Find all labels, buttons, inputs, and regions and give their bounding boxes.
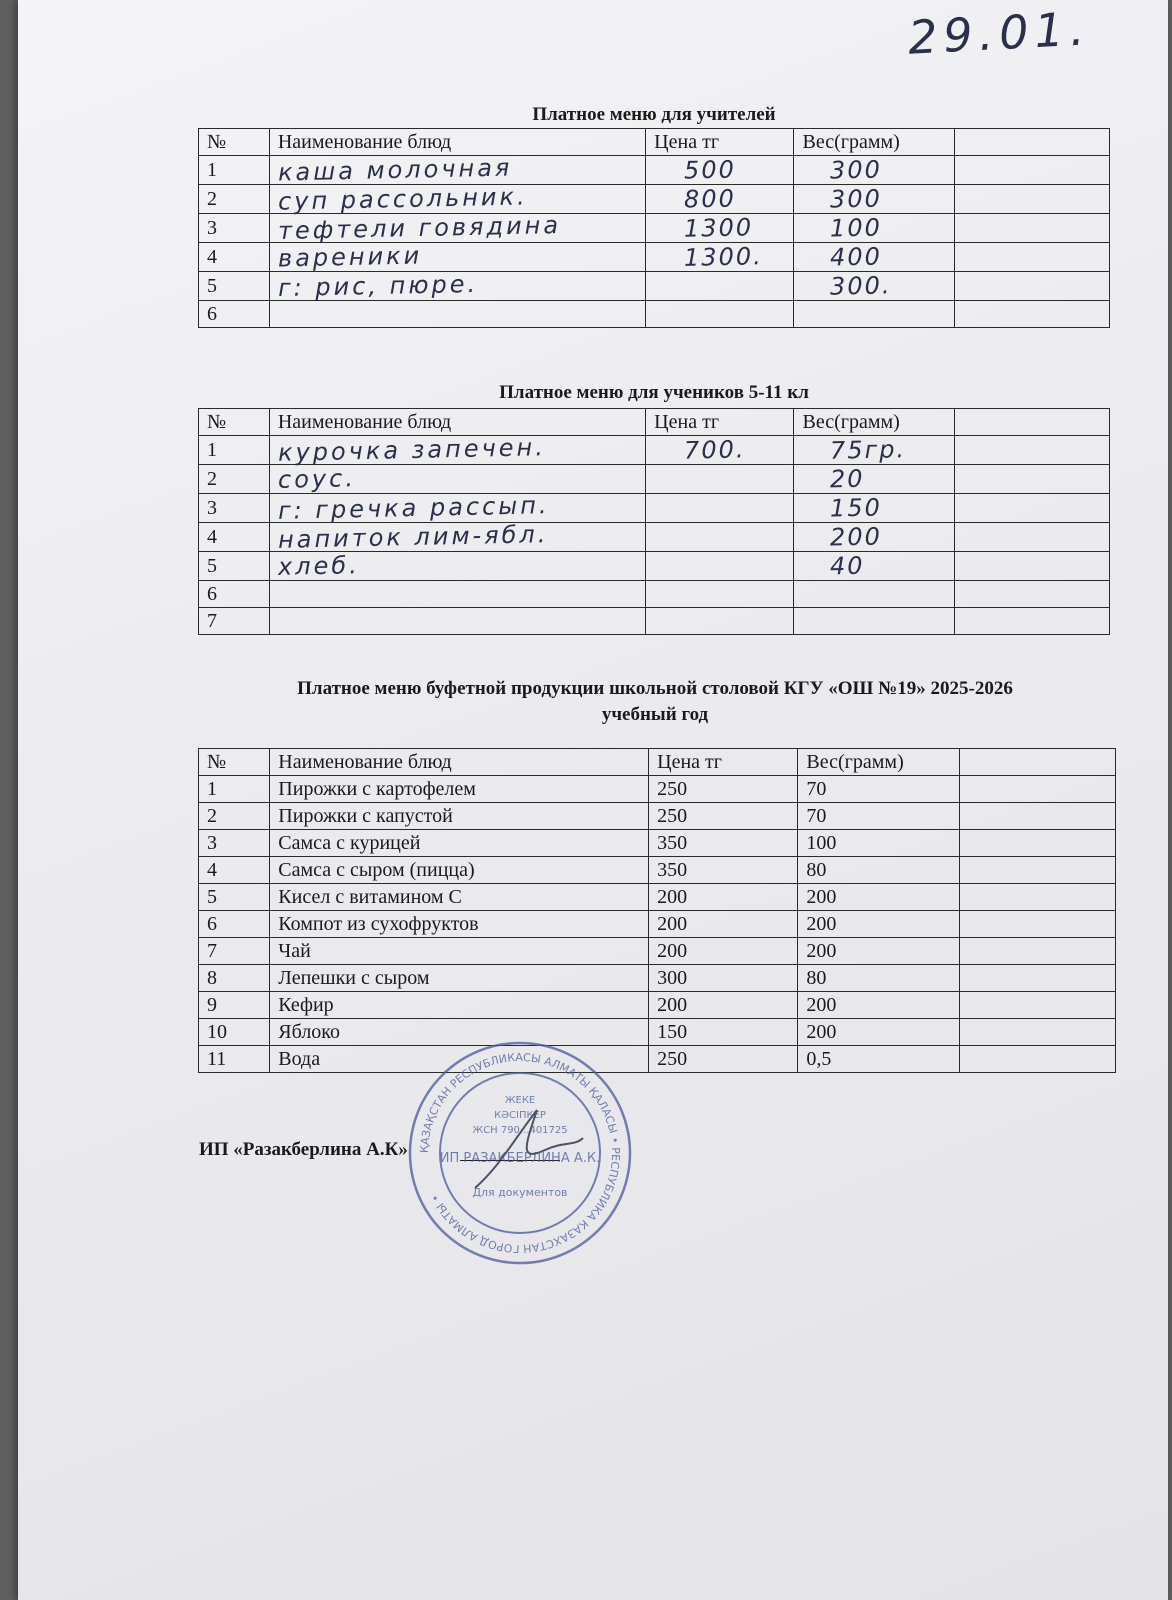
buffet-menu-cell-num: 8 — [199, 965, 270, 992]
students-menu-cell-weight — [794, 523, 955, 552]
handwritten-name: суп рассольник. — [277, 182, 528, 216]
teachers-menu-cell-num: 2 — [199, 185, 270, 214]
buffet-menu-row — [199, 992, 1116, 1019]
students-menu-cell-price — [646, 436, 794, 465]
buffet-menu-row — [199, 938, 1116, 965]
stamp-line1: ЖЕКЕ — [504, 1095, 536, 1106]
students-menu-row — [199, 581, 1110, 608]
teachers-menu-cell-num: 5 — [199, 272, 270, 301]
buffet-menu-cell-num: 1 — [199, 776, 270, 803]
buffet-menu-cell-name: Компот из сухофруктов — [270, 911, 649, 938]
students-menu-cell-num: 7 — [199, 608, 270, 635]
buffet-menu-cell-weight: 100 — [798, 830, 960, 857]
students-menu-cell-name — [269, 552, 645, 581]
teachers-menu-cell-name — [269, 211, 645, 245]
handwritten-name: соус. — [277, 464, 357, 494]
teachers-menu-cell-price — [646, 243, 794, 272]
buffet-menu-cell-extra — [959, 1019, 1115, 1046]
teachers-menu-cell-name — [269, 243, 645, 272]
buffet-menu-header-cell: Цена тг — [649, 749, 798, 776]
students-menu-cell-num: 3 — [199, 494, 270, 523]
teachers-menu-cell-weight — [794, 185, 955, 214]
buffet-menu-cell-num: 5 — [199, 884, 270, 911]
teachers-menu-header-cell: Вес(грамм) — [794, 129, 955, 156]
students-menu-cell-num: 2 — [199, 465, 270, 494]
students-menu-cell-name — [269, 608, 645, 635]
buffet-menu-cell-price: 250 — [649, 1046, 798, 1073]
buffet-menu-row — [199, 1019, 1116, 1046]
students-menu-cell-weight — [794, 581, 955, 608]
buffet-menu-cell-name: Вода — [270, 1046, 649, 1073]
handwritten-name: вареники — [277, 241, 423, 273]
students-menu-header-cell — [954, 409, 1109, 436]
students-menu-title: Платное меню для учеников 5-11 кл — [499, 382, 809, 403]
teachers-menu-cell-num: 6 — [199, 301, 270, 328]
students-menu-cell-weight — [794, 494, 955, 523]
handwritten-weight: 150 — [830, 493, 883, 523]
handwritten-name: хлеб. — [277, 551, 360, 581]
buffet-menu-cell-weight: 80 — [798, 857, 960, 884]
buffet-menu-header-cell — [959, 749, 1115, 776]
teachers-menu-row — [199, 185, 1110, 214]
buffet-menu-row — [199, 965, 1116, 992]
handwritten-weight: 100 — [830, 213, 883, 243]
handwritten-price: 1300 — [683, 213, 754, 243]
entrepreneur-signature-label: ИП «Разакберлина А.К» — [199, 1139, 408, 1160]
students-menu-cell-name — [269, 433, 645, 467]
buffet-menu-cell-extra — [959, 1046, 1115, 1073]
students-menu-row — [199, 494, 1110, 523]
buffet-menu-cell-price: 300 — [649, 965, 798, 992]
buffet-menu-header-cell: Наименование блюд — [270, 749, 649, 776]
students-menu-header-cell: Наименование блюд — [269, 409, 645, 436]
buffet-menu-cell-weight: 200 — [798, 1019, 960, 1046]
buffet-menu-cell-weight: 80 — [798, 965, 960, 992]
teachers-menu-header-cell: Цена тг — [646, 129, 794, 156]
handwritten-signature — [475, 1110, 583, 1188]
teachers-menu-cell-weight — [794, 272, 955, 301]
buffet-menu-cell-num: 11 — [199, 1046, 270, 1073]
buffet-menu-cell-price: 200 — [649, 938, 798, 965]
buffet-menu-table — [198, 748, 1116, 1073]
buffet-menu-cell-weight: 0,5 — [798, 1046, 960, 1073]
teachers-menu-cell-num: 3 — [199, 214, 270, 243]
handwritten-weight: 400 — [830, 242, 883, 272]
handwritten-weight: 300 — [830, 155, 883, 185]
buffet-menu-cell-weight: 200 — [798, 992, 960, 1019]
students-menu-cell-name — [269, 581, 645, 608]
teachers-menu-row — [199, 214, 1110, 243]
teachers-menu-cell-extra — [954, 214, 1109, 243]
buffet-menu-cell-name: Яблоко — [270, 1019, 649, 1046]
students-menu-row — [199, 465, 1110, 494]
buffet-menu-row — [199, 776, 1116, 803]
buffet-menu-cell-num: 10 — [199, 1019, 270, 1046]
teachers-menu-body — [199, 129, 1110, 328]
students-menu-cell-weight — [794, 436, 955, 465]
students-menu-cell-price — [646, 552, 794, 581]
buffet-menu-cell-weight: 200 — [798, 911, 960, 938]
buffet-menu-cell-name: Чай — [270, 938, 649, 965]
buffet-menu-cell-weight: 70 — [798, 776, 960, 803]
buffet-menu-cell-name: Кефир — [270, 992, 649, 1019]
teachers-menu-cell-price — [646, 214, 794, 243]
buffet-menu-cell-extra — [959, 776, 1115, 803]
buffet-menu-cell-extra — [959, 992, 1115, 1019]
teachers-menu-table — [198, 128, 1110, 328]
handwritten-weight: 200 — [830, 522, 883, 552]
students-menu-cell-price — [646, 523, 794, 552]
handwritten-date: 29.01. — [906, 1, 1092, 65]
handwritten-name: напиток лим-ябл. — [277, 520, 549, 554]
buffet-menu-cell-name: Самса с курицей — [270, 830, 649, 857]
buffet-menu-cell-extra — [959, 857, 1115, 884]
students-menu-row — [199, 436, 1110, 465]
buffet-menu-row — [199, 884, 1116, 911]
students-menu-cell-extra — [954, 523, 1109, 552]
buffet-menu-cell-num: 7 — [199, 938, 270, 965]
teachers-menu-cell-extra — [954, 272, 1109, 301]
buffet-menu-cell-price: 150 — [649, 1019, 798, 1046]
teachers-menu-row — [199, 272, 1110, 301]
students-menu-header-cell: Цена тг — [646, 409, 794, 436]
buffet-menu-header-cell: Вес(грамм) — [798, 749, 960, 776]
teachers-menu-cell-weight — [794, 301, 955, 328]
students-menu-cell-extra — [954, 436, 1109, 465]
students-menu-header-cell: Вес(грамм) — [794, 409, 955, 436]
teachers-menu-title: Платное меню для учителей — [532, 104, 776, 125]
handwritten-price: 700. — [683, 435, 746, 465]
buffet-menu-row — [199, 857, 1116, 884]
buffet-menu-cell-num: 6 — [199, 911, 270, 938]
teachers-menu-row — [199, 301, 1110, 328]
students-menu-row — [199, 552, 1110, 581]
teachers-menu-cell-num: 1 — [199, 156, 270, 185]
teachers-menu-cell-extra — [954, 243, 1109, 272]
buffet-menu-row — [199, 911, 1116, 938]
buffet-menu-cell-price: 350 — [649, 830, 798, 857]
teachers-menu-cell-price — [646, 156, 794, 185]
students-menu-cell-extra — [954, 494, 1109, 523]
teachers-menu-header-cell: Наименование блюд — [269, 129, 645, 156]
students-menu-cell-weight — [794, 465, 955, 494]
teachers-menu-cell-price — [646, 272, 794, 301]
buffet-menu-header-cell: № — [199, 749, 270, 776]
buffet-menu-cell-weight: 70 — [798, 803, 960, 830]
teachers-menu-cell-name — [269, 153, 645, 187]
students-menu-cell-price — [646, 465, 794, 494]
buffet-menu-cell-name: Пирожки с капустой — [270, 803, 649, 830]
handwritten-price: 500 — [683, 155, 737, 185]
students-menu-header-row — [199, 409, 1110, 436]
teachers-menu-cell-extra — [954, 185, 1109, 214]
buffet-menu-cell-extra — [959, 830, 1115, 857]
students-menu-cell-weight — [794, 552, 955, 581]
students-menu-cell-price — [646, 581, 794, 608]
teachers-menu-header-row — [199, 129, 1110, 156]
teachers-menu-cell-name — [269, 182, 645, 216]
students-menu-header-cell: № — [199, 409, 270, 436]
handwritten-weight: 300 — [830, 184, 883, 214]
buffet-menu-cell-price: 250 — [649, 803, 798, 830]
buffet-menu-title-line1: Платное меню буфетной продукции школьной столовой КГУ «ОШ №19» 2025-2026 — [297, 678, 1013, 699]
students-menu-cell-price — [646, 494, 794, 523]
students-menu-cell-num: 6 — [199, 581, 270, 608]
buffet-menu-cell-num: 3 — [199, 830, 270, 857]
students-menu-cell-num: 1 — [199, 436, 270, 465]
buffet-menu-title — [160, 676, 1150, 728]
teachers-menu-header-cell: № — [199, 129, 270, 156]
handwritten-name: г: гречка рассып. — [277, 491, 550, 525]
buffet-menu-cell-extra — [959, 911, 1115, 938]
handwritten-name: каша молочная — [277, 153, 513, 187]
students-menu-cell-extra — [954, 581, 1109, 608]
students-menu-cell-num: 4 — [199, 523, 270, 552]
teachers-menu-cell-name — [269, 301, 645, 328]
teachers-menu-row — [199, 243, 1110, 272]
stamp-line2: КӘСІПКЕР — [494, 1110, 546, 1121]
buffet-menu-cell-extra — [959, 938, 1115, 965]
students-menu-cell-name — [269, 491, 645, 525]
teachers-menu-cell-weight — [794, 243, 955, 272]
students-menu-cell-price — [646, 608, 794, 635]
handwritten-weight: 75гр. — [830, 435, 907, 465]
handwritten-name: г: рис, пюре. — [277, 269, 479, 303]
students-menu-cell-num: 5 — [199, 552, 270, 581]
buffet-menu-row — [199, 830, 1116, 857]
teachers-menu-cell-extra — [954, 156, 1109, 185]
stamp-ring-text: ҚАЗАҚСТАН РЕСПУБЛИКАСЫ АЛМАТЫ ҚАЛАСЫ • РЕСПУБЛИКА КАЗАХСТАН ГОРОД АЛМАТЫ • — [417, 1050, 623, 1256]
handwritten-price: 1300. — [683, 242, 764, 272]
buffet-menu-cell-name: Кисел с витамином С — [270, 884, 649, 911]
buffet-menu-header-row — [199, 749, 1116, 776]
handwritten-name: тефтели говядина — [277, 211, 562, 245]
buffet-menu-row — [199, 803, 1116, 830]
official-stamp — [405, 1038, 635, 1268]
buffet-menu-cell-price: 250 — [649, 776, 798, 803]
buffet-menu-title-line2: учебный год — [601, 704, 709, 725]
teachers-menu-row — [199, 156, 1110, 185]
students-menu-table — [198, 408, 1110, 635]
buffet-menu-cell-extra — [959, 803, 1115, 830]
students-menu-cell-name — [269, 520, 645, 554]
buffet-menu-cell-name: Лепешки с сыром — [270, 965, 649, 992]
handwritten-weight: 300. — [830, 271, 893, 301]
stamp-line4: ИП РАЗАКБЕРЛИНА А.К. — [439, 1151, 601, 1166]
buffet-menu-cell-name: Самса с сыром (пицца) — [270, 857, 649, 884]
students-menu-row — [199, 523, 1110, 552]
handwritten-name: курочка запечен. — [277, 433, 546, 467]
students-menu-cell-weight — [794, 608, 955, 635]
students-menu-cell-extra — [954, 552, 1109, 581]
students-menu-cell-name — [269, 465, 645, 494]
buffet-menu-cell-price: 200 — [649, 911, 798, 938]
buffet-menu-cell-price: 350 — [649, 857, 798, 884]
buffet-menu-cell-num: 4 — [199, 857, 270, 884]
teachers-menu-cell-weight — [794, 156, 955, 185]
stamp-line3: ЖСН 790...401725 — [472, 1125, 568, 1136]
stamp-line5: Для документов — [472, 1186, 568, 1199]
buffet-menu-cell-name: Пирожки с картофелем — [270, 776, 649, 803]
students-menu-row — [199, 608, 1110, 635]
students-menu-body — [199, 409, 1110, 635]
buffet-menu-cell-extra — [959, 884, 1115, 911]
buffet-menu-body — [199, 749, 1116, 1073]
buffet-menu-row — [199, 1046, 1116, 1073]
students-menu-cell-extra — [954, 465, 1109, 494]
teachers-menu-cell-price — [646, 185, 794, 214]
buffet-menu-cell-num: 9 — [199, 992, 270, 1019]
teachers-menu-cell-name — [269, 269, 645, 303]
teachers-menu-cell-price — [646, 301, 794, 328]
teachers-menu-cell-weight — [794, 214, 955, 243]
buffet-menu-cell-weight: 200 — [798, 938, 960, 965]
teachers-menu-cell-num: 4 — [199, 243, 270, 272]
buffet-menu-cell-price: 200 — [649, 992, 798, 1019]
students-menu-cell-extra — [954, 608, 1109, 635]
buffet-menu-cell-weight: 200 — [798, 884, 960, 911]
handwritten-price: 800 — [683, 184, 737, 214]
teachers-menu-cell-extra — [954, 301, 1109, 328]
buffet-menu-cell-extra — [959, 965, 1115, 992]
handwritten-weight: 20 — [830, 464, 866, 494]
buffet-menu-cell-num: 2 — [199, 803, 270, 830]
buffet-menu-cell-price: 200 — [649, 884, 798, 911]
teachers-menu-header-cell — [954, 129, 1109, 156]
handwritten-weight: 40 — [830, 551, 866, 581]
